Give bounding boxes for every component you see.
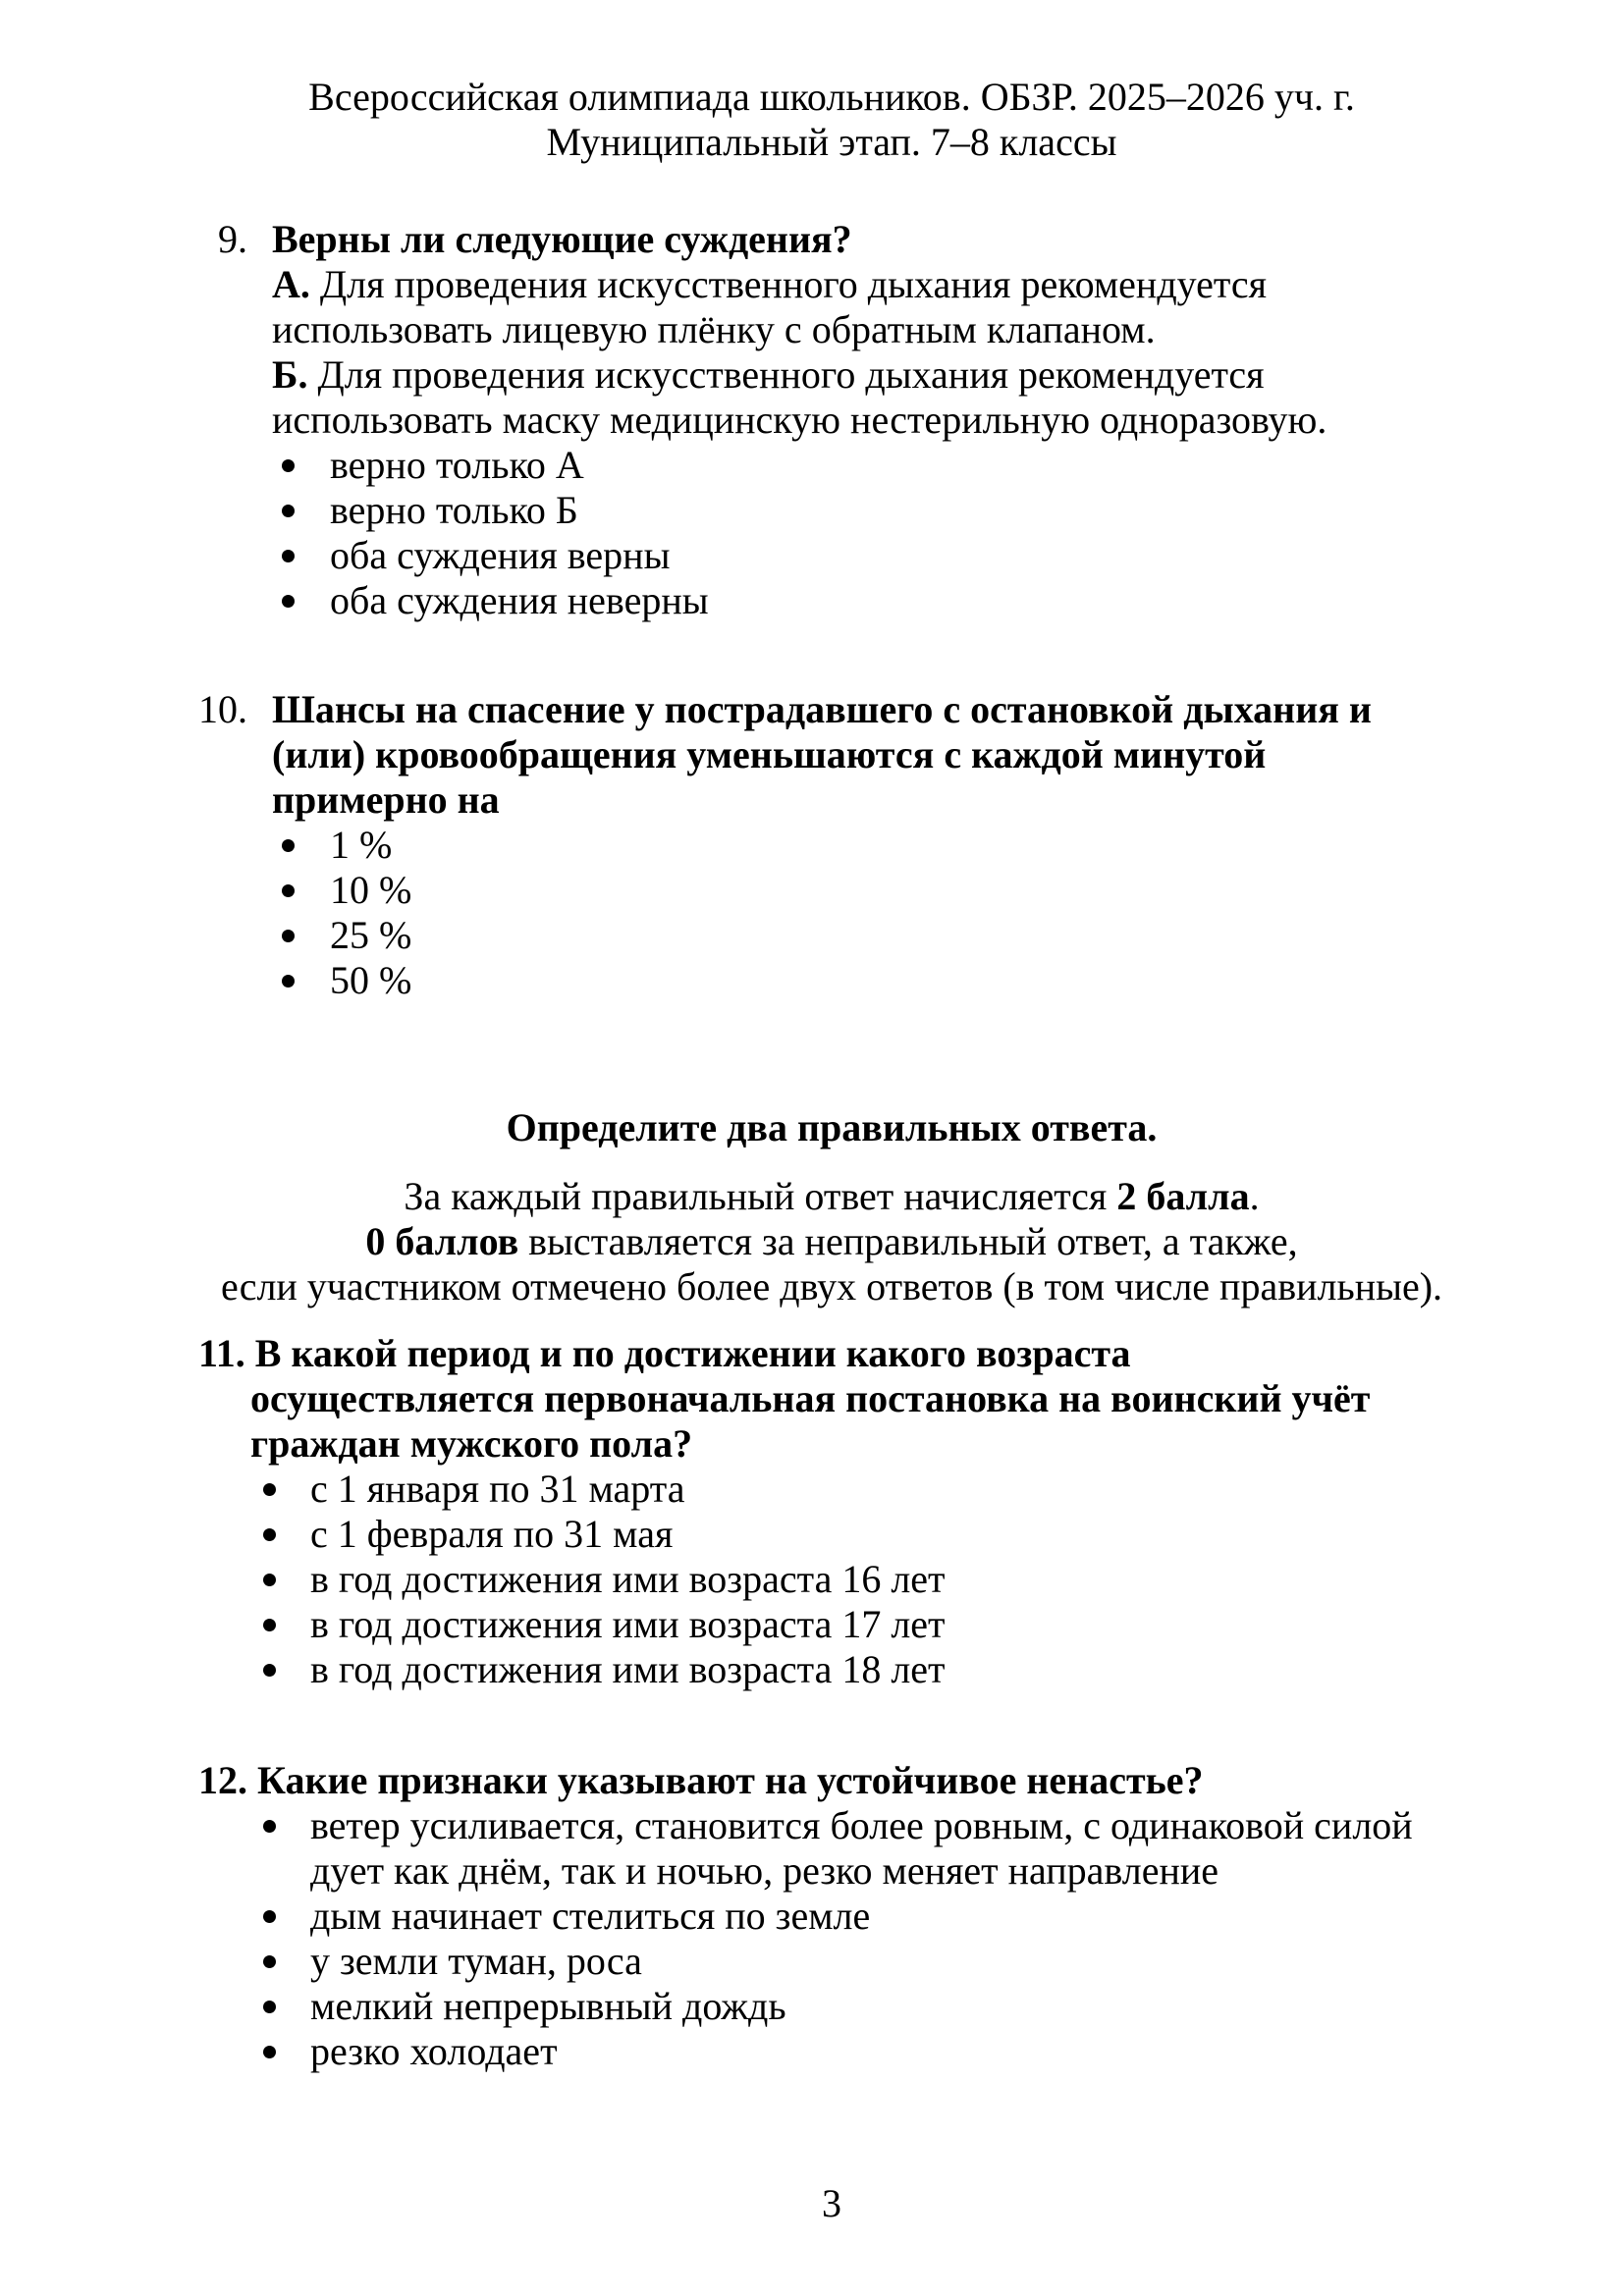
question-9-title: Верны ли следующие суждения? [272, 217, 852, 261]
bullet-icon [282, 823, 330, 868]
question-12-number: 12. [198, 1758, 247, 1802]
bullet-icon [282, 443, 330, 488]
statement-a-text: Для проведения искусственного дыхания рекомендуется использовать лицевую плёнку с обратным клапаном. [272, 262, 1268, 351]
instructions-line-2 [39, 1219, 1624, 1264]
bullet-icon [282, 578, 330, 623]
bullet-icon [263, 1512, 310, 1557]
answer-option: дым начинает стелиться по земле [263, 1894, 1624, 1939]
answer-option: 50 % [282, 958, 1448, 1003]
bullet-icon [282, 533, 330, 578]
question-9-statement-b [272, 352, 1332, 443]
question-11-title-text: В какой период и по достижении какого возраста осуществляется первоначальная постановка на воинский учёт граждан мужского пола? [250, 1331, 1371, 1466]
bullet-icon [282, 868, 330, 913]
bullet-icon [263, 1939, 310, 1984]
header-line-1: Всероссийская олимпиада школьников. ОБЗР. 2025–2026 уч. г. [308, 75, 1355, 119]
statement-a-label: А. [272, 262, 310, 306]
bullet-icon [282, 958, 330, 1003]
document-header [39, 0, 1624, 165]
question-11-options [263, 1467, 1624, 1692]
bullet-icon [263, 1984, 310, 2029]
question-11-title [198, 1331, 1389, 1467]
instructions-heading: Определите два правильных ответа. [506, 1105, 1158, 1149]
answer-option: ветер усиливается, становится более ровным, с одинаковой силой дует как днём, так и ночью, резко меняет направление [263, 1803, 1624, 1894]
bullet-icon [263, 1467, 310, 1512]
question-10 [198, 687, 1448, 1003]
question-9 [218, 217, 1448, 623]
answer-option: оба суждения верны [282, 533, 1448, 578]
answer-option: резко холодает [263, 2029, 1624, 2074]
answer-option: в год достижения ими возраста 16 лет [263, 1557, 1624, 1602]
question-12 [198, 1758, 1624, 2074]
question-9-statement-a [272, 262, 1332, 352]
answer-option: с 1 января по 31 марта [263, 1467, 1624, 1512]
instructions-points-0: 0 баллов [365, 1219, 519, 1263]
bullet-icon [263, 2029, 310, 2074]
instructions-line-1-text: За каждый правильный ответ начисляется [404, 1174, 1117, 1218]
bullet-icon [282, 488, 330, 533]
bullet-icon [263, 1557, 310, 1602]
bullet-icon [263, 1803, 310, 1894]
answer-option: 10 % [282, 868, 1448, 913]
question-11-number: 11. [198, 1331, 245, 1375]
instructions-points-2: 2 балла [1116, 1174, 1250, 1218]
question-12-title-text: Какие признаки указывают на устойчивое ненастье? [257, 1758, 1204, 1802]
answer-option: верно только Б [282, 488, 1448, 533]
answer-option: 25 % [282, 913, 1448, 958]
answer-option: оба суждения неверны [282, 578, 1448, 623]
header-line-2: Муниципальный этап. 7–8 классы [546, 120, 1117, 164]
question-9-options [282, 443, 1448, 623]
question-10-title: Шансы на спасение у пострадавшего с остановкой дыхания и (или) кровообращения уменьшаются с каждой минутой примерно на [272, 687, 1372, 822]
instructions-line-2-text: выставляется за неправильный ответ, а также, [518, 1219, 1298, 1263]
answer-option: мелкий непрерывный дождь [263, 1984, 1624, 2029]
instructions-line-1-end: . [1249, 1174, 1260, 1218]
instructions-line-3: если участником отмечено более двух ответов (в том числе правильные). [220, 1264, 1443, 1308]
answer-option: в год достижения ими возраста 18 лет [263, 1647, 1624, 1692]
section-instructions [39, 1105, 1624, 1309]
question-11 [198, 1331, 1624, 1692]
answer-option: 1 % [282, 823, 1448, 868]
statement-b-text: Для проведения искусственного дыхания рекомендуется использовать маску медицинскую нестерильную одноразовую. [272, 352, 1327, 442]
bullet-icon [263, 1894, 310, 1939]
answer-option: в год достижения ими возраста 17 лет [263, 1602, 1624, 1647]
question-12-options [263, 1803, 1624, 2074]
question-9-number: 9. [218, 217, 247, 261]
answer-option: у земли туман, роса [263, 1939, 1624, 1984]
question-12-title [198, 1758, 1434, 1803]
page-number: 3 [822, 2181, 841, 2225]
question-10-number: 10. [198, 687, 247, 731]
question-10-options [282, 823, 1448, 1003]
bullet-icon [263, 1647, 310, 1692]
instructions-line-1 [39, 1174, 1624, 1219]
answer-option: с 1 февраля по 31 мая [263, 1512, 1624, 1557]
bullet-icon [282, 913, 330, 958]
bullet-icon [263, 1602, 310, 1647]
answer-option: верно только А [282, 443, 1448, 488]
statement-b-label: Б. [272, 352, 308, 397]
